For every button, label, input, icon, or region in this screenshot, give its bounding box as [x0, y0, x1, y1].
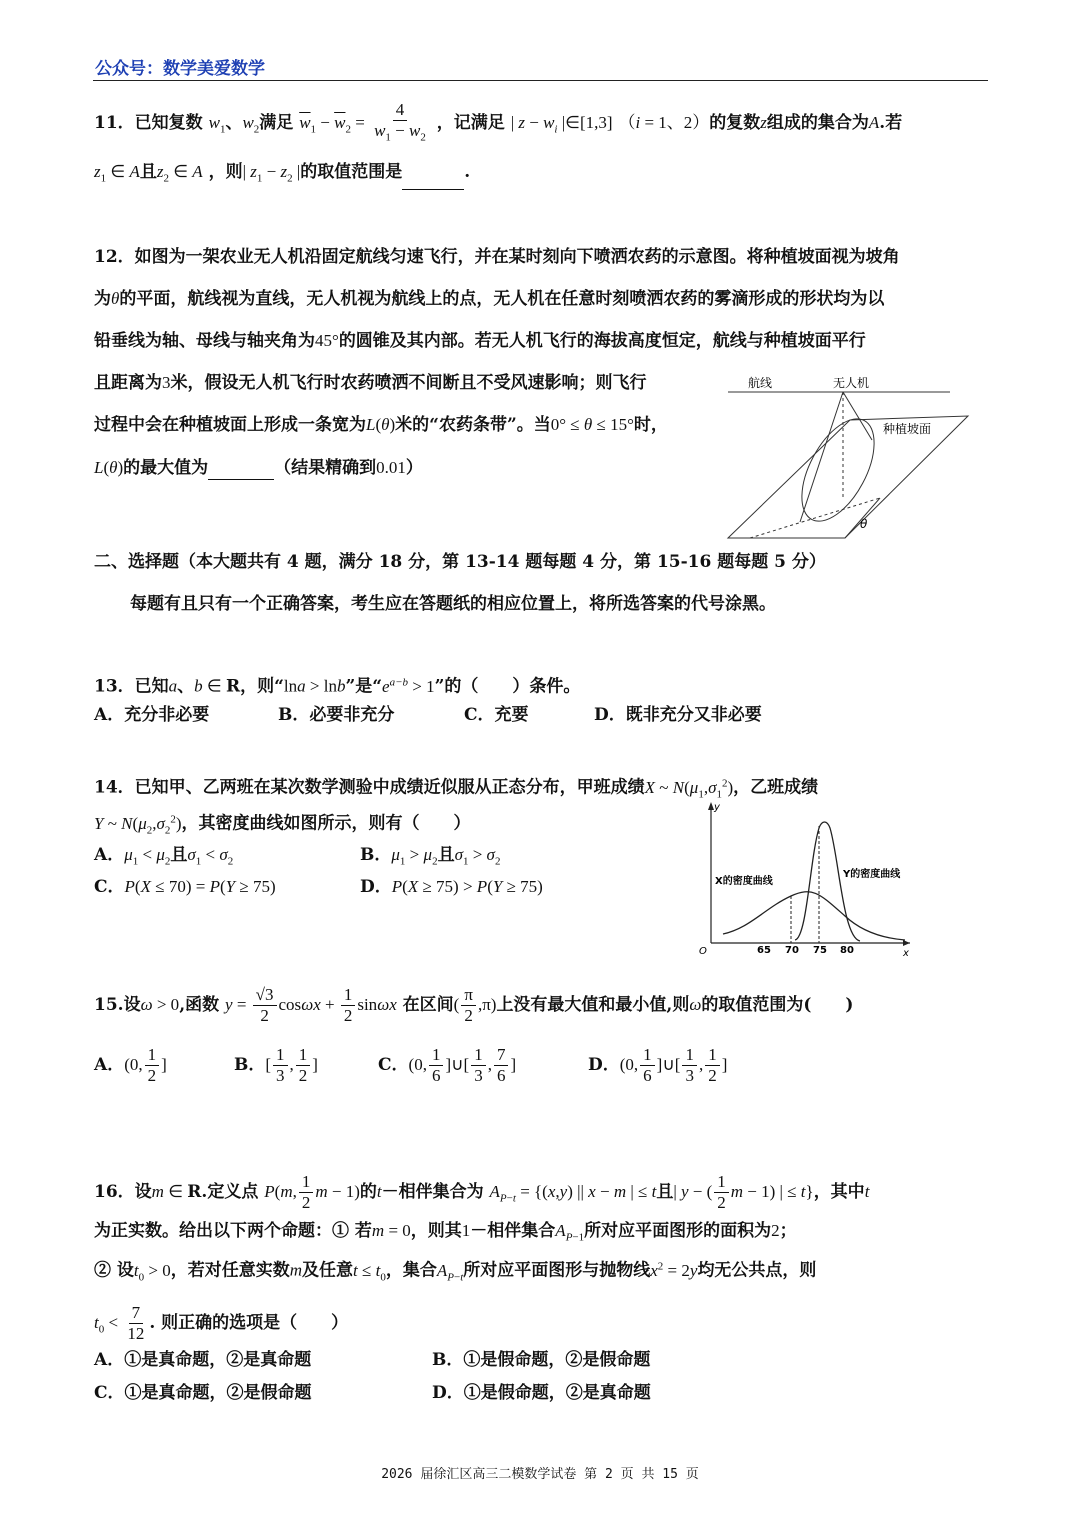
fig-y-curve-label: Y的密度曲线: [843, 869, 901, 880]
q11-fraction: $\frac{4}{w_1 - w_2}$: [374, 100, 426, 144]
q16-option-d[interactable]: D．①是假命题，②是真命题: [432, 1383, 651, 1403]
drone-spray-figure: [720, 370, 980, 545]
q13-stem: 13．已知a、b ∈ R，则“lna > lnb”是“$e^{a-b} > 1$”的（ ）条件。: [94, 676, 581, 697]
q15-stem: 15.设ω > 0,函数 y = $\frac{√3}{2}$ cosωx + $\frac{1}{2}$ sinωx 在区间( $\frac{\pi}{2}$ ,π)上没有最大值和最小值,则ω的取值范围为( ): [94, 985, 854, 1025]
q11-line1: 11．已知复数 $w_1$、$w_2$满足 $\overline{w}_1 - \overline{w}_2$ = $\frac{4}{w_1 - w_2}$ ，记满足 | $z - w_i$ |∈[1,3] （i = 1、2）的复数z组成的集合为A.若: [94, 100, 990, 147]
q16-line3: ② 设$t_0 > 0$，若对任意实数m及任意$t \le t_0$，集合$A_{P-t}$所对应平面图形与抛物线$x^2 = 2y$均无公共点，则: [94, 1260, 817, 1284]
answer-blank[interactable]: [402, 171, 464, 190]
q15-option-a[interactable]: A．(0, $\frac{1}{2}$ ]: [94, 1045, 167, 1085]
q16-option-a[interactable]: A．①是真命题，②是真命题: [94, 1350, 312, 1370]
fig-x-curve-label: X的密度曲线: [715, 876, 773, 887]
fig-tick-80: 80: [840, 945, 854, 956]
fig-theta-label: θ: [860, 517, 868, 531]
header-divider: [93, 80, 988, 81]
section2-desc: 每题有且只有一个正确答案，考生应在答题纸的相应位置上，将所选答案的代号涂黑。: [130, 594, 776, 614]
q12-line5: 过程中会在种植坡面上形成一条宽为L(θ)米的“农药条带”。当0° ≤ θ ≤ 15°时，: [94, 415, 668, 435]
q15-option-d[interactable]: D．(0, $\frac{1}{6}$ ]∪[ $\frac{1}{3}$ , $\frac{1}{2}$ ]: [588, 1045, 728, 1085]
q14-option-a[interactable]: A．$\mu_1 < \mu_2$且$\sigma_1 < \sigma_2$: [94, 845, 234, 868]
q13-option-a[interactable]: A．充分非必要: [94, 705, 210, 725]
q14-option-b[interactable]: B．$\mu_1 > \mu_2$且$\sigma_1 > \sigma_2$: [360, 845, 501, 868]
q16-line2: 为正实数。给出以下两个命题：① 若m = 0，则其1－相伴集合$A_{P-1}$所对应平面图形的面积为2；: [94, 1221, 797, 1244]
fig-drone-label: 无人机: [833, 376, 870, 390]
q12-line1: 12．如图为一架农业无人机沿固定航线匀速飞行，并在某时刻向下喷洒农药的示意图。将种植坡面视为坡角: [94, 247, 900, 267]
answer-blank[interactable]: [208, 461, 274, 480]
page-footer: 2026 届徐汇区高三二模数学试卷 第 2 页 共 15 页: [381, 1467, 699, 1482]
q14-option-d[interactable]: D．P(X ≥ 75) > P(Y ≥ 75): [360, 877, 543, 897]
fig-tick-75: 75: [813, 945, 827, 956]
fig-slope-label: 种植坡面: [883, 422, 932, 436]
q13-option-c[interactable]: C．充要: [464, 705, 529, 725]
q13-option-d[interactable]: D．既非充分又非必要: [594, 705, 762, 725]
fig-origin-label: O: [699, 946, 707, 957]
q14-line2: Y ~ $N(\mu_2,\sigma_2^2)$，其密度曲线如图所示，则有（ ）: [94, 813, 471, 837]
q12-line3: 铅垂线为轴、母线与轴夹角为45°的圆锥及其内部。若无人机飞行的海拔高度恒定，航线与种植坡面平行: [94, 331, 866, 351]
q16-option-c[interactable]: C．①是真命题，②是假命题: [94, 1383, 312, 1403]
q12-line2: 为θ的平面，航线视为直线，无人机视为航线上的点，无人机在任意时刻喷洒农药的雾滴形成的形状均为以: [94, 289, 885, 309]
q14-option-c[interactable]: C．P(X ≤ 70) = P(Y ≥ 75): [94, 877, 276, 897]
fig-y-axis-label: y: [714, 802, 720, 813]
q15-option-c[interactable]: C．(0, $\frac{1}{6}$ ]∪[ $\frac{1}{3}$ , $\frac{7}{6}$ ]: [378, 1045, 517, 1085]
q11-line2: $z_1$ ∈ A且$z_2$ ∈ A ，则| $z_1 - z_2$ |的取值范围是 .: [94, 160, 990, 190]
fig-x-axis-label: x: [903, 948, 909, 958]
q16-option-b[interactable]: B．①是假命题，②是假命题: [432, 1350, 651, 1370]
section2-title: 二、选择题（本大题共有 4 题，满分 18 分，第 13-14 题每题 4 分，第 15-16 题每题 5 分）: [94, 552, 826, 572]
q13-option-b[interactable]: B．必要非充分: [278, 705, 395, 725]
q14-line1: 14．已知甲、乙两班在某次数学测验中成绩近似服从正态分布，甲班成绩X ~ $N(\mu_1,\sigma_1^2)$，乙班成绩: [94, 777, 819, 801]
q12-line4: 且距离为3米，假设无人机飞行时农药喷洒不间断且不受风速影响；则飞行: [94, 373, 647, 393]
fig-tick-70: 70: [785, 945, 799, 956]
header-title: 公众号：数学美爱数学: [95, 59, 265, 79]
fig-route-label: 航线: [748, 376, 773, 390]
fig-tick-65: 65: [757, 945, 771, 956]
normal-density-figure: [695, 798, 920, 958]
q16-line1: 16．设m ∈ R.定义点 P(m, $\frac{1}{2}$ m − 1)的t－相伴集合为 $A_{P-t} = \{(x,y)$ || x − m | ≤ t且| y − ( $\frac{1}{2}$ m − 1) | ≤ t}，其中t: [94, 1172, 870, 1212]
q15-option-b[interactable]: B．[ $\frac{1}{3}$ , $\frac{1}{2}$ ]: [234, 1045, 318, 1085]
q12-line6: L(θ)的最大值为 （结果精确到0.01）: [94, 458, 423, 478]
q16-line4: $t_0$ < $\frac{7}{12}$ . 则正确的选项是（ ）: [94, 1303, 349, 1343]
